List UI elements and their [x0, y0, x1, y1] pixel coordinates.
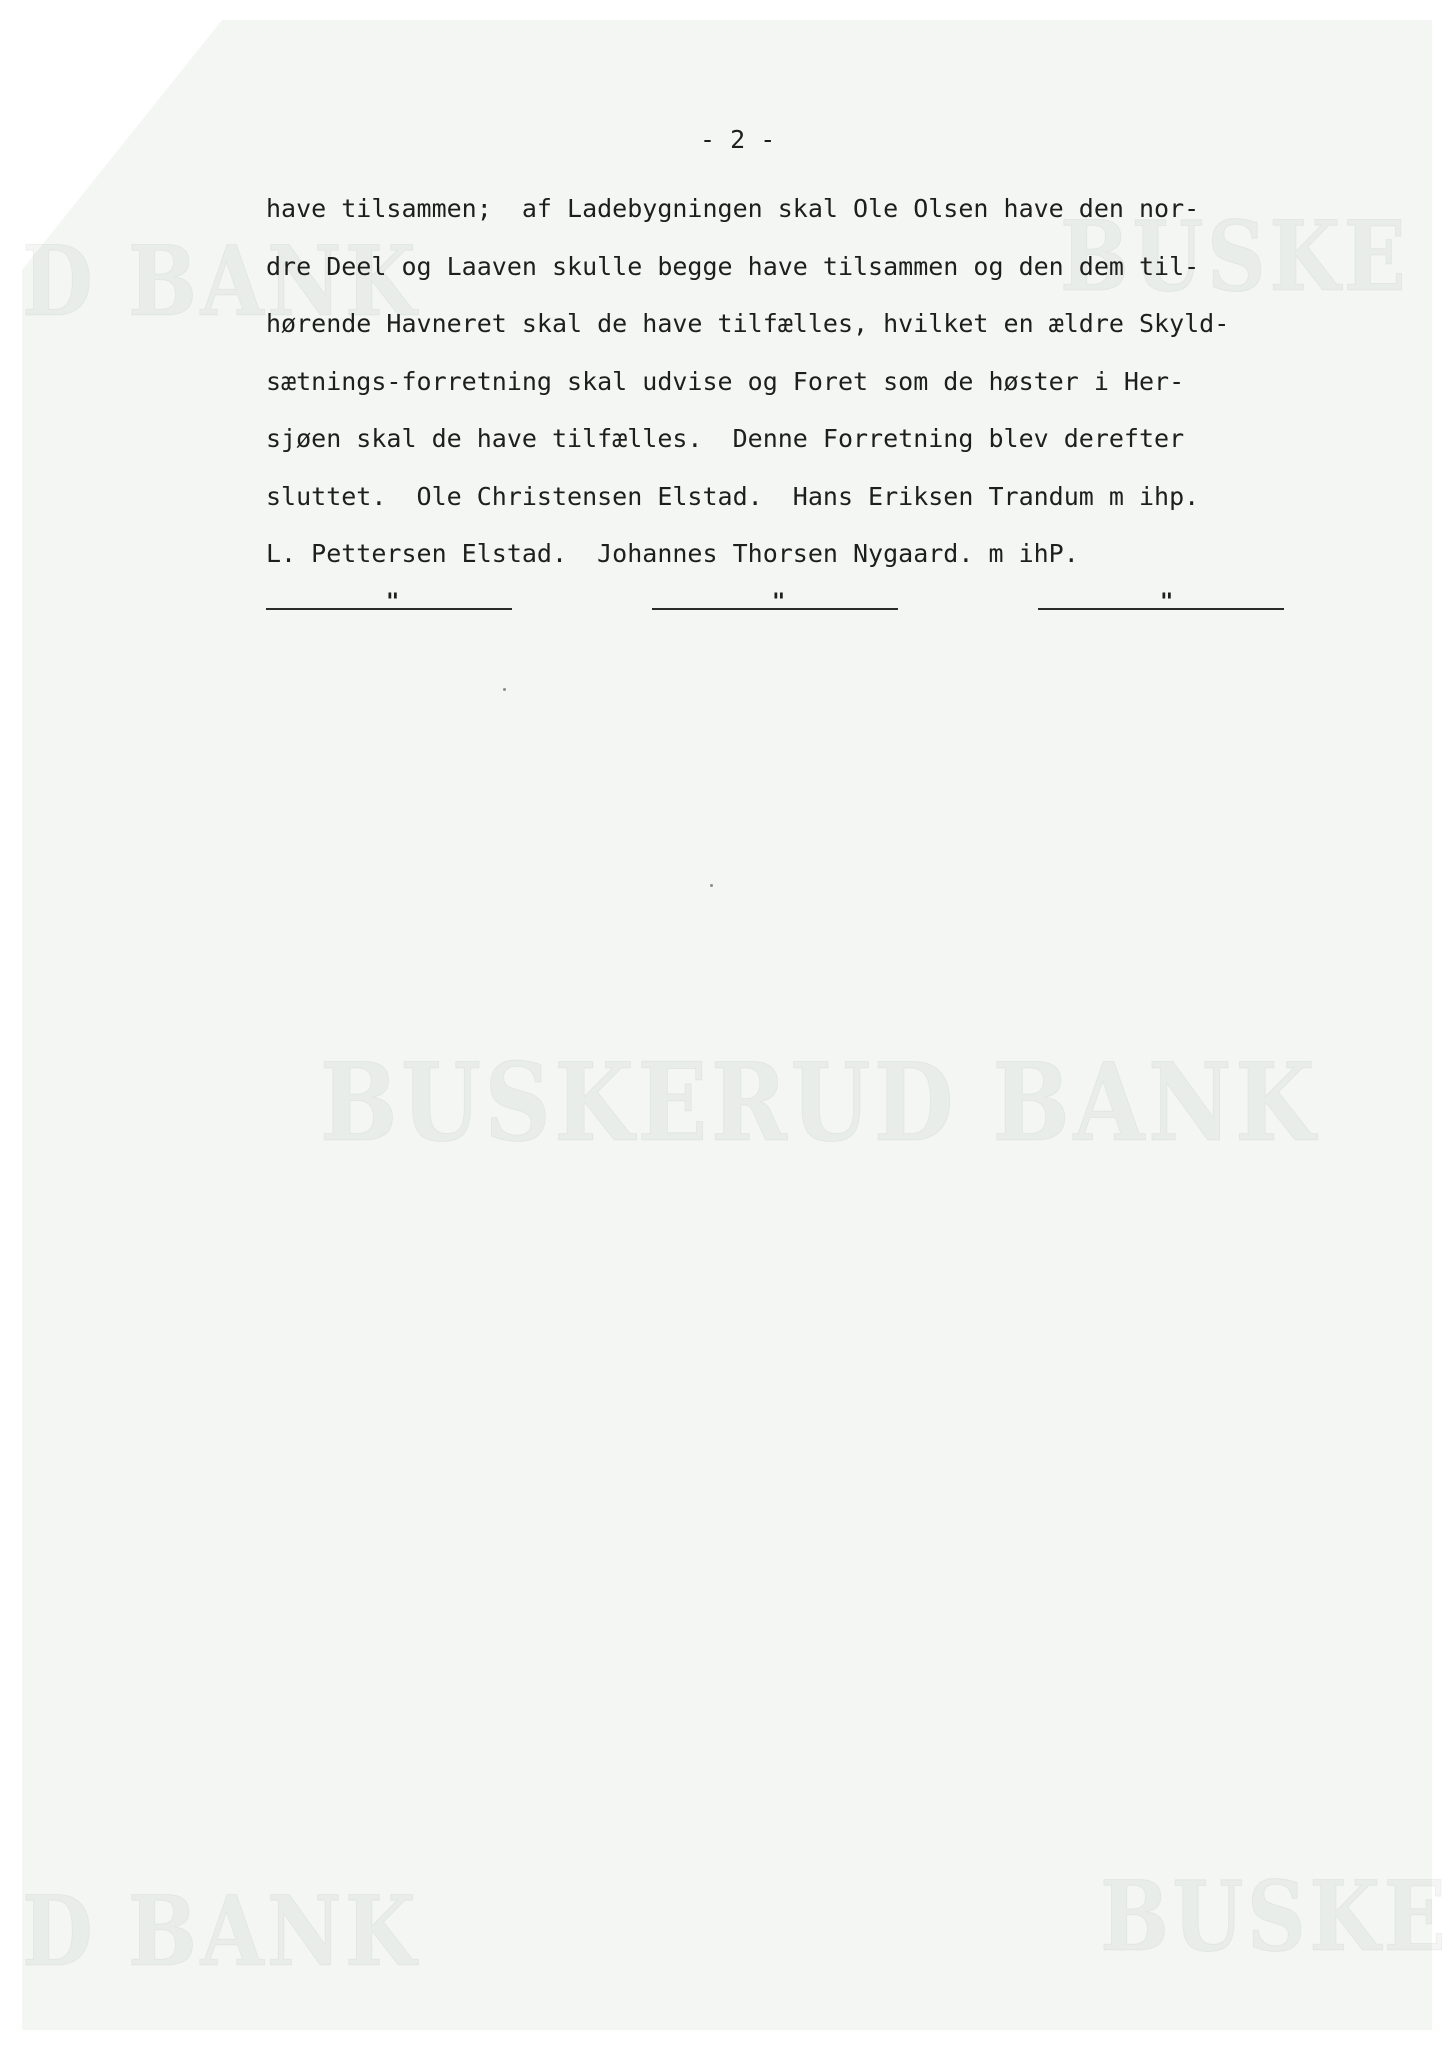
paper-speck — [710, 884, 713, 887]
ditto-mark-3: " — [1160, 590, 1174, 615]
body-line-4: sætnings-forretning skal udvise og Foret som de høster i Her- — [266, 366, 1185, 396]
ditto-mark-2: " — [772, 590, 786, 615]
paper-speck — [503, 688, 506, 691]
watermark-center: BUSKERUD BANK — [320, 1040, 1319, 1166]
body-line-6: sluttet. Ole Christensen Elstad. Hans Eriksen Trandum m ihp. — [266, 481, 1200, 511]
body-line-2: dre Deel og Laaven skulle begge have tilsammen og den dem til- — [266, 251, 1200, 281]
watermark-top-right: BUSKE — [1060, 200, 1410, 313]
page-number: - 2 - — [700, 125, 776, 154]
body-text — [266, 180, 1229, 583]
watermark-bottom-left: D BANK — [22, 1875, 420, 1988]
body-line-5: sjøen skal de have tilfælles. Denne Forretning blev derefter — [266, 424, 1185, 453]
body-line-1: have tilsammen; af Ladebygningen skal Ole Olsen have den nor- — [266, 194, 1200, 223]
watermark-bottom-right: BUSKE — [1100, 1860, 1450, 1973]
ditto-mark-1: " — [386, 590, 400, 615]
watermark-top-left: D BANK — [22, 225, 420, 338]
body-line-3: hørende Havneret skal de have tilfælles, hvilket en ældre Skyld- — [266, 309, 1230, 338]
body-line-7: L. Pettersen Elstad. Johannes Thorsen Nygaard. m ihP. — [266, 539, 1079, 568]
